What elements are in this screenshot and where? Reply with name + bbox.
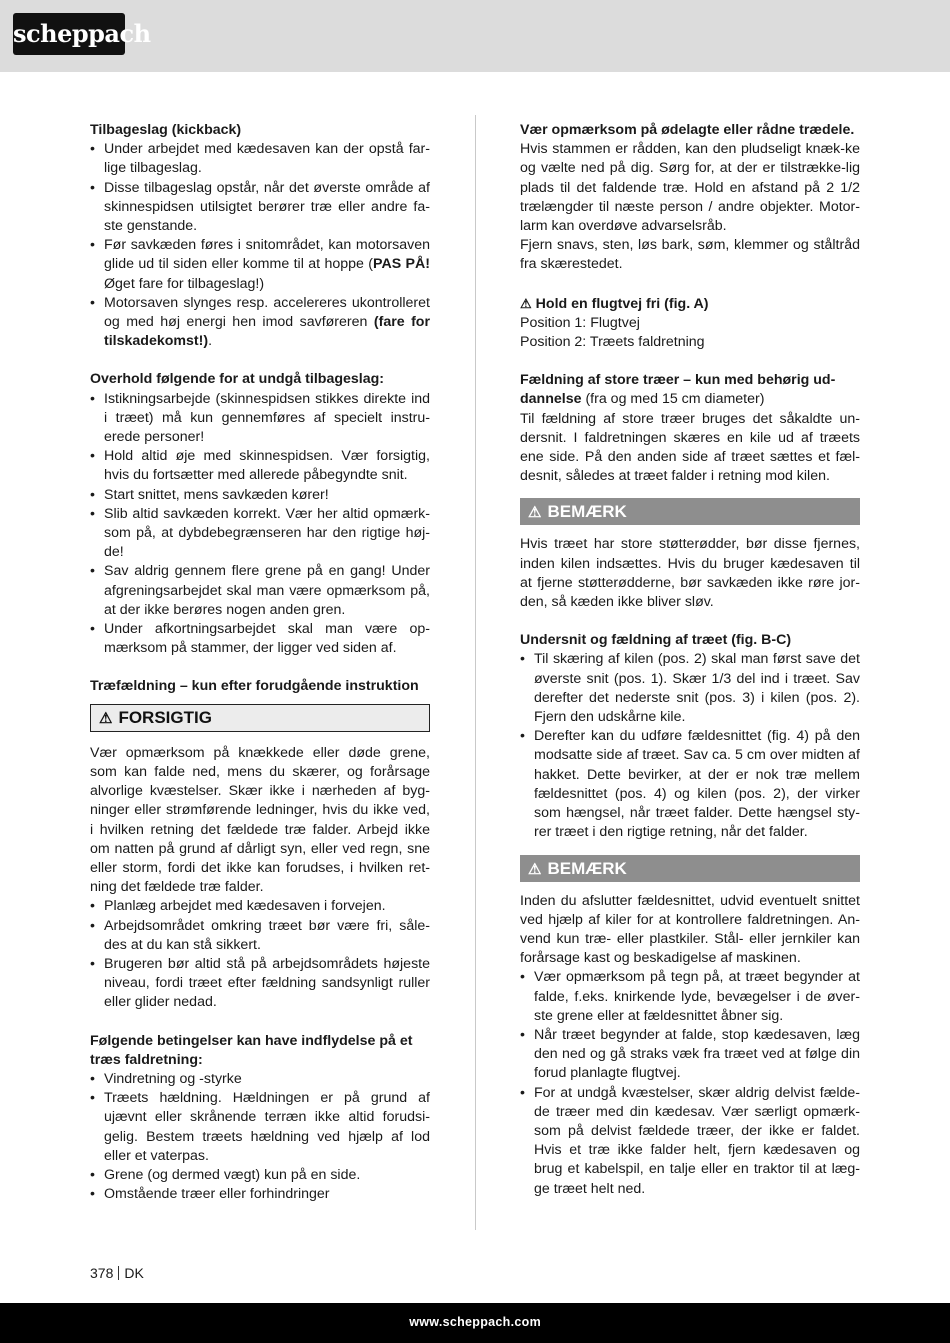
page-number-value: 378: [90, 1265, 114, 1281]
list-item: • Under arbejdet med kædesaven kan der opstå far-lige tilbageslag.: [90, 140, 430, 178]
left-column: [90, 121, 430, 1204]
page-number: [90, 1265, 144, 1281]
note-text: Hvis træet har store støtterødder, bør disse fjernes, inden kilen indsættes. Hvis du bruger kædesaven til at fjerne støtterødderne, bør savkæden ikke røre jor-den, så kæden ikke bliver sløv.: [520, 536, 860, 611]
list-item: • Planlæg arbejdet med kædesaven i forvejen.: [90, 897, 430, 916]
list-item: • Sav aldrig gennem flere grene på en gang! Under afgreningsarbejdet skal man være opmærksom på, at der ikke berøres nogen anden gren.: [90, 562, 430, 620]
caution-text: Vær opmærksom på knækkede eller døde grene, som kan falde ned, mens du skærer, og forårsage alvorlige kvæstelser. Skær ikke i nærheden af byg-ninger eller strømførende ledninger, hvis du ikke ved, i hvilken retning det fældede træ falder. Arbejd ikke om natten på grund af dårligt syn, eller ved regn, sne eller storm, fordi det ikke kan forudses, i hvilken ret-ning det fældede træ falder.: [90, 744, 430, 896]
warning-triangle-icon: ⚠: [99, 709, 113, 727]
undercut-heading: Undersnit og fældning af træet (fig. B-C): [520, 632, 792, 649]
website-link[interactable]: www.scheppach.com: [409, 1315, 541, 1329]
column-divider: [475, 115, 476, 1230]
warning-triangle-icon: ⚠: [520, 295, 532, 311]
escape-route-heading: [520, 294, 860, 314]
list-item: • Slib altid savkæden korrekt. Vær her altid opmærk-som på, at dybdebegrænseren har den rigtige høj-de!: [90, 505, 430, 563]
page-separator: [118, 1266, 119, 1280]
list-item: • Vindretning og -styrke: [90, 1070, 430, 1089]
list-item: • Brugeren bør altid stå på arbejdsområdets højeste niveau, fordi træet efter fældning sandsynligt ruller eller glider nedad.: [90, 955, 430, 1013]
text-run: Motorsaven slynges resp. accelereres ukontrolleret og med høj energi hen imod savføreren: [104, 294, 430, 331]
clear-area-text: Fjern snavs, sten, løs bark, søm, klemmer og ståltråd fra skærestedet.: [520, 237, 860, 273]
text-run: .: [208, 333, 213, 350]
language-code: DK: [124, 1265, 144, 1281]
note-list: [520, 968, 860, 1198]
avoid-kickback-heading: Overhold følgende for at undgå tilbageslag:: [90, 371, 385, 388]
list-item: • Under afkortningsarbejdet skal man være op-mærksom på stammer, der ligger ved siden af.: [90, 620, 430, 658]
escape-route-title: Hold en flugtvej fri (fig. A): [535, 295, 709, 312]
list-item: [90, 236, 430, 294]
kickback-list: [90, 140, 430, 351]
injury-emphasis: (fare for tilskadekomst!): [104, 314, 430, 350]
list-item: • Grene (og dermed vægt) kun på en side.: [90, 1166, 430, 1185]
right-column: [520, 121, 860, 1199]
header-bar: [0, 0, 950, 72]
caution-box: [90, 704, 430, 732]
warning-triangle-icon: ⚠: [528, 504, 542, 522]
escape-position-2: Position 2: Træets faldretning: [520, 334, 705, 351]
list-item: • Omstående træer eller forhindringer: [90, 1185, 430, 1204]
note-label: BEMÆRK: [547, 502, 627, 522]
undercut-list: [520, 650, 860, 842]
list-item: [90, 294, 430, 352]
note-label: BEMÆRK: [547, 858, 627, 878]
note-text: Inden du afslutter fældesnittet, udvid eventuelt snittet ved hjælp af kiler for at kontrollere faldretningen. An-vend kun træ- eller plastkiler. Stål- eller jernkiler kan forårsage kast og beskadigelse af maskinen.: [520, 892, 860, 967]
caution-label: FORSIGTIG: [118, 707, 212, 727]
rotten-wood-text: Hvis stammen er rådden, kan den pludseligt knæk-ke og vælte ned på dig. Sørg for, at der er tilstrække-lig plads til det faldende træ. Hold en afstand på 2 1/2 trælængder til næste person / andre objekter. Motor-larm kan overdøve advarselsråb.: [520, 141, 860, 235]
large-trees-text: Til fældning af store træer bruges det såkaldte un-dersnit. I faldretningen skæres en kile ud af træets ene side. På den anden side af træet sættes et fæl-desnit, således at træet falder i retning mod kilen.: [520, 410, 860, 485]
large-trees-heading: [520, 371, 860, 409]
list-item: • For at undgå kvæstelser, skær aldrig delvist fælde-de træer med din kædesav. Vær særligt opmærk-som på delvist fældede træer, der ikke er faldet. Hvis et træ ikke falder helt, fjern kædesaven og brug et kabelspil, en talje eller en traktor til at læg-ge træet helt ned.: [520, 1084, 860, 1199]
list-item: • Istikningsarbejde (skinnespidsen stikkes direkte ind i træet) må kun gennemføres af specielt instru-erede personer!: [90, 390, 430, 448]
kickback-heading: Tilbageslag (kickback): [90, 122, 242, 138]
list-item: • Hold altid øje med skinnespidsen. Vær forsigtig, hvis du fortsætter med allerede påbegyndte snit.: [90, 447, 430, 485]
conditions-list: [90, 1070, 430, 1204]
rotten-wood-heading: Vær opmærksom på ødelagte eller rådne trædele.: [520, 122, 855, 138]
text-run: Før savkæden føres i snitområdet, kan motorsaven glide ud til siden eller komme til at hoppe (: [104, 237, 430, 273]
caution-list: [90, 897, 430, 1012]
note-box: [520, 498, 860, 525]
caution-emphasis: PAS PÅ!: [373, 256, 430, 273]
list-item: • Disse tilbageslag opstår, når det øverste område af skinnespidsen utilsigtet berører træ eller andre fa-ste genstande.: [90, 179, 430, 237]
list-item: • Når træet begynder at falde, stop kædesaven, læg den ned og gå straks væk fra træet ved at følge din forud planlagte flugtvej.: [520, 1026, 860, 1084]
list-item: • Træets hældning. Hældningen er på grund af ujævnt eller skrånende terræn ikke altid forudsi-gelig. Bestem træets hældning ved hjælp af lod eller et vaterpas.: [90, 1089, 430, 1166]
scheppach-logo: scheppach: [13, 13, 125, 55]
footer-bar: [0, 1303, 950, 1343]
escape-position-1: Position 1: Flugtvej: [520, 314, 640, 331]
large-trees-suffix: (fra og med 15 cm diameter): [581, 391, 765, 408]
list-item: • Arbejdsområdet omkring træet bør være fri, såle-des at du kan stå sikkert.: [90, 917, 430, 955]
text-run: Øget fare for tilbageslag!): [104, 275, 265, 292]
list-item: • Til skæring af kilen (pos. 2) skal man først save det øverste snit (pos. 1). Skær 1/3 del ind i træet. Sav derefter det nederste snit (pos. 3) i kilen (pos. 2). Fjern den udskårne kile.: [520, 650, 860, 727]
list-item: • Derefter kan du udføre fældesnittet (fig. 4) på den modsatte side af træet. Sav ca. 5 cm over midten af hakket. Dette bevirker, at der er nok træ mellem fældesnittet (pos. 4) og kilen (pos. 2), der virker som hængsel, når træet falder. Dette hængsel sty-rer træet i den rigtige retning, når det falder.: [520, 727, 860, 842]
warning-triangle-icon: ⚠: [528, 860, 542, 878]
conditions-heading: Følgende betingelser kan have indflydelse på et træs faldretning:: [90, 1032, 413, 1068]
note-box: [520, 855, 860, 882]
felling-heading: Træfældning – kun efter forudgående instruktion: [90, 678, 419, 695]
large-trees-title: Fældning af store træer – kun med behørig ud-dannelse: [520, 372, 836, 408]
list-item: • Vær opmærksom på tegn på, at træet begynder at falde, f.eks. knirkende lyde, bevægelser i de øver-ste grene eller at fældesnittet åbner sig.: [520, 968, 860, 1026]
list-item: • Start snittet, mens savkæden kører!: [90, 486, 430, 505]
avoid-kickback-list: [90, 390, 430, 659]
